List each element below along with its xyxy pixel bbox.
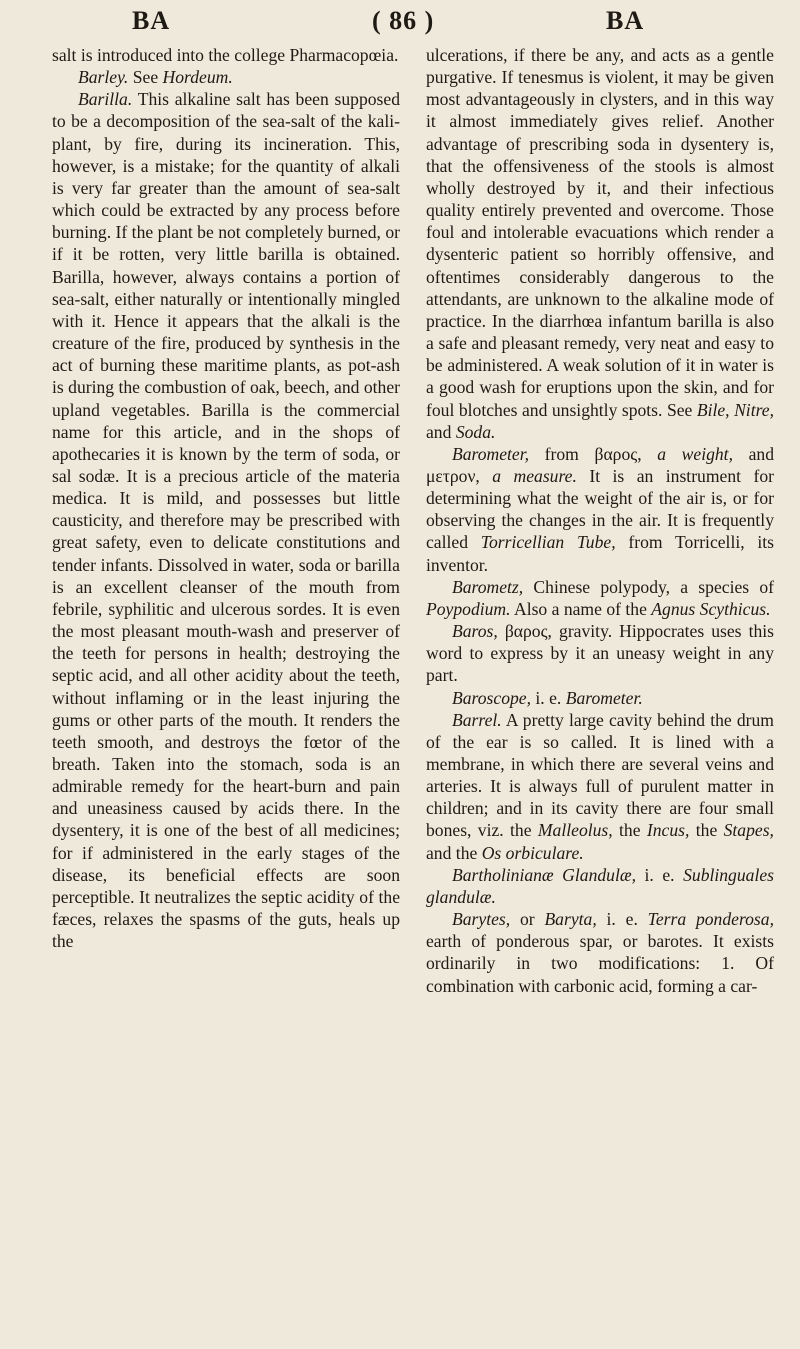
entry-term: Barytes, [452, 909, 511, 930]
entry-barometz: Barometz, Chinese polypody, a species of Poypodium. Also a name of the Agnus Scythicus. [426, 576, 774, 619]
entry-text: This alkaline salt has been supposed to be a decomposition of the sea-salt of the kali-plant, by fire, during its incineration. This, however, is a mistake; for the quantity of alkali is very far greater than the amount of sea-salt which could be extracted by any process before burning. If the plant be not completely burned, or if it be rotten, very little barilla is obtained. Barilla, however, always contains a portion of sea-salt, either naturally or intentionally mingled with it. Hence it appears that the alkali is the creature of the fire, produced by synthesis in the act of burning these maritime plants, as pot-ash is during the combustion of oak, beech, and other upland vegetables. Barilla is the commercial name for this article, and in the shops of apothecaries it is known by the term of soda, or sal sodæ. It is a precious article of the materia medica. It is mild, and possesses but little causticity, and therefore may be prescribed with great safety, even to delicate constitutions and tender infants. Dissolved in water, soda or barilla is an excellent cleanser of the mouth from febrile, syphilitic and ulcerous sordes. It is even the most pleasant mouth-wash and preserver of the teeth for persons in health; destroying the septic acid, and all other acidity about the teeth, without inflaming or in the least injuring the gums or other parts of the mouth. It renders the teeth smooth, and destroys the fœtor of the breath. Taken into the stomach, soda is an admirable remedy for the heart-burn and pain and uneasiness caused by acids there. In the dysentery, it is one of the best of all medicines; for if administered in the early stages of the disease, its beneficial effects are soon perceptible. It neutralizes the septic acidity of the fæces, relaxes the spasms of the guts, heals up the [52, 89, 400, 952]
entry-term: Barrel. [452, 709, 502, 730]
entry-term: Barley. [78, 67, 129, 88]
header-left-catchword: BA [132, 6, 171, 35]
left-column [52, 44, 400, 952]
entry-term: Barometz, [452, 576, 524, 597]
right-column [426, 44, 774, 997]
entry-barilla [52, 88, 400, 952]
running-header [0, 6, 800, 42]
entry-barley: Barley. See Hordeum. [78, 67, 233, 88]
cross-reference: Bile, Nitre, [696, 399, 774, 420]
cross-reference: Barometer. [565, 687, 643, 708]
greek-word: βαρος, [594, 443, 642, 464]
entry-barometer: Barometer, from βαρος, a weight, and μετρον, a measure. It is an instrument for determining what the weight of the air is, or for observing the changes in the air. It is frequently called Torricellian Tube, from Torricelli, its inventor. [426, 443, 775, 575]
entry-baros: Baros, βαρος, gravity. Hippocrates uses this word to express by it an uneasy weight in any part. [426, 621, 775, 686]
continuation-paragraph: salt is introduced into the college Pharmacopœia. [52, 45, 399, 65]
entry-term: Barometer, [452, 443, 530, 464]
cross-reference: Soda. [455, 421, 496, 442]
entry-baroscope: Baroscope, i. e. Barometer. [452, 687, 643, 708]
entry-term: Barilla. [78, 89, 133, 110]
entry-term: Baros, [452, 621, 498, 642]
entry-barrel: Barrel. A pretty large cavity behind the drum of the ear is so called. It is lined with a membrane, in which there are several veins and arteries. It is always full of purulent matter in children; and in its cavity there are four small bones, viz. the Malleolus, the Incus, the Stapes, and the Os orbiculare. [426, 709, 774, 863]
greek-word: μετρον, [426, 465, 480, 486]
greek-word: βαρος, [504, 621, 552, 642]
entry-barytes: Barytes, or Baryta, i. e. Terra ponderosa, earth of ponderous spar, or barotes. It exists ordinarily in two modifications: 1. Of combination with carbonic acid, forming a car- [426, 909, 774, 996]
header-right-catchword: BA [606, 6, 645, 35]
page-number: ( 86 ) [372, 6, 435, 35]
entry-term: Baroscope, [452, 687, 531, 708]
cross-reference: Hordeum. [162, 67, 233, 88]
continuation-paragraph: ulcerations, if there be any, and acts as a gentle purgative. If tenesmus is violent, it may be given most advantageously in clysters, and in this way it almost immediately gives relief. Another advantage of prescribing soda in dysentery is, that the offensiveness of the stools is almost wholly destroyed by it, and their infectious quality entirely prevented and overcome. Those foul and intolerable evacuations which render a dysenteric patient so horribly offensive, and oftentimes considerably dangerous to the attendants, are unknown to the alkaline mode of practice. In the diarrhœa infantum barilla is also a safe and pleasant remedy, very neat and easy to be administered. A weak solution of it in water is a good wash for eruptions upon the skin, and for foul blotches and unsightly spots. See Bile, Nitre, and Soda. [426, 45, 774, 442]
entry-term: Bartholinianæ Glandulæ, [452, 864, 636, 885]
entry-bartholinianae: Bartholinianæ Glandulæ, i. e. Sublinguales glandulæ. [426, 864, 774, 907]
